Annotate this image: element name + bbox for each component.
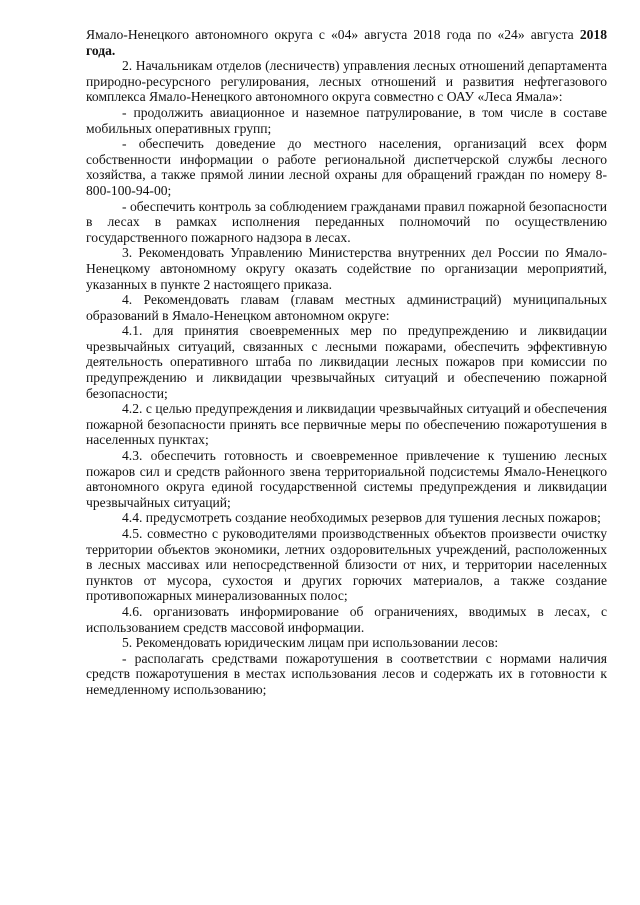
paragraph-item-4-1: 4.1. для принятия своевременных мер по предупреждению и ликвидации чрезвычайных ситуаций, связанных с лесными пожарами, обеспечить эффективную деятельность оперативного штаба по ликвидации лесных пожаров при комиссии по предупреждению и ликвидации чрезвычайных ситуаций и обеспечению пожарной безопасности; <box>86 323 607 401</box>
paragraph-item-4-4: 4.4. предусмотреть создание необходимых резервов для тушения лесных пожаров; <box>122 510 601 526</box>
paragraph-bold-date: 2018 года. <box>86 27 607 58</box>
paragraph-item-4-2: 4.2. с целью предупреждения и ликвидации чрезвычайных ситуаций и обеспечения пожарной безопасности принять все первичные меры по обеспечению пожаротушения в населенных пунктах; <box>86 401 607 448</box>
paragraph-item-2-inform: - обеспечить доведение до местного населения, организаций всех форм собственности информации о работе региональной диспетчерской службы лесного хозяйства, а также прямой линии лесной охраны для обращений граждан по номеру 8-800-100-94-00; <box>86 136 607 198</box>
paragraph-item-5: 5. Рекомендовать юридическим лицам при использовании лесов: <box>122 635 499 651</box>
paragraph-item-4-5: 4.5. совместно с руководителями производственных объектов произвести очистку территории объектов экономики, летних оздоровительных учреждений, расположенных в лесных массивах или непосредственной близости от них, и территории населенных пунктов от мусора, сухостоя и других горючих материалов, а также создание противопожарных минерализованных полос; <box>86 526 607 604</box>
paragraph-item-3: 3. Рекомендовать Управлению Министерства внутренних дел России по Ямало-Ненецкому автономному округу оказать содействие по организации мероприятий, указанных в пункте 2 настоящего приказа. <box>86 245 607 292</box>
paragraph-continuation <box>86 27 607 58</box>
paragraph-item-2: 2. Начальникам отделов (лесничеств) управления лесных отношений департамента природно-ресурсного регулирования, лесных отношений и развития нефтегазового комплекса Ямало-Ненецкого автономного округа совместно с ОАУ «Леса Ямала»: <box>86 58 607 105</box>
paragraph-item-4-3: 4.3. обеспечить готовность и своевременное привлечение к тушению лесных пожаров сил и средств районного звена территориальной подсистемы Ямало-Ненецкого автономного округа единой государственной системы предупреждения и ликвидации чрезвычайных ситуаций; <box>86 448 607 510</box>
paragraph-item-4: 4. Рекомендовать главам (главам местных администраций) муниципальных образований в Ямало-Ненецком автономном округе: <box>86 292 607 323</box>
paragraph-text: Ямало-Ненецкого автономного округа с «04» августа 2018 года по «24» августа <box>86 27 580 42</box>
paragraph-item-4-6: 4.6. организовать информирование об ограничениях, вводимых в лесах, с использованием средств массовой информации. <box>86 603 607 635</box>
paragraph-item-5-equipment: - располагать средствами пожаротушения в соответствии с нормами наличия средств пожаротушения в местах использования лесов и содержать их в готовности к немедленному использованию; <box>86 650 607 697</box>
paragraph-item-2-control: - обеспечить контроль за соблюдением гражданами правил пожарной безопасности в лесах в рамках исполнения переданных полномочий по осуществлению государственного пожарного надзора в лесах. <box>86 198 607 245</box>
paragraph-item-2-patrol: - продолжить авиационное и наземное патрулирование, в том числе в составе мобильных оперативных групп; <box>86 104 607 136</box>
